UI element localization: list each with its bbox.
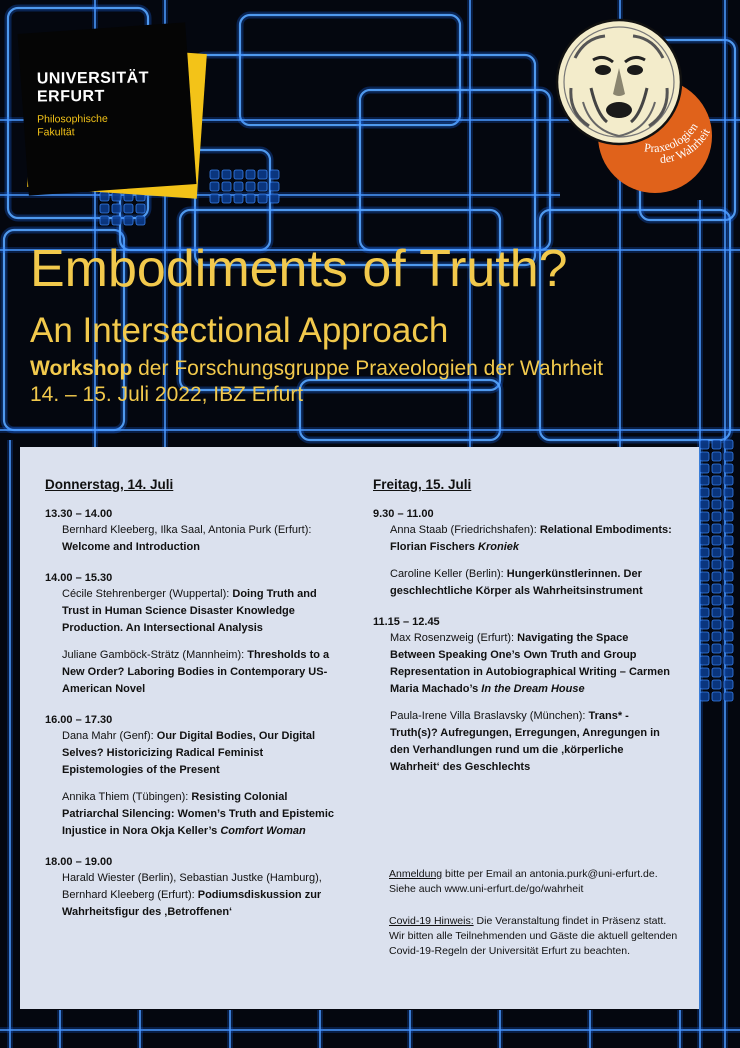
- session-time: 14.00 – 15.30: [45, 572, 113, 584]
- day2-column: [373, 477, 673, 776]
- circuit-trace: [222, 170, 231, 179]
- circuit-trace: [724, 608, 733, 617]
- circuit-trace: [712, 608, 721, 617]
- circuit-trace: [724, 524, 733, 533]
- talk-entry: [390, 708, 673, 776]
- circuit-trace: [700, 476, 709, 485]
- talk-speakers: Anna Staab (Friedrichshafen):: [390, 524, 540, 536]
- logo-faculty-line1: Philosophische: [37, 112, 108, 126]
- workshop-description: der Forschungsgruppe Praxeologien der Wahrheit: [132, 357, 604, 380]
- circuit-trace: [700, 512, 709, 521]
- circuit-trace: [234, 182, 243, 191]
- talk-title: Navigating the Space Between Speaking One’s Own Truth and Group Representation in Autobiographical Writing – Carmen Maria Machado’s: [390, 632, 670, 695]
- circuit-trace: [700, 644, 709, 653]
- circuit-trace: [712, 512, 721, 521]
- talk-entry: [62, 586, 345, 637]
- circuit-trace: [700, 452, 709, 461]
- circuit-trace: [724, 692, 733, 701]
- circuit-trace: [712, 548, 721, 557]
- talk-entry: [390, 522, 673, 556]
- session-time: 13.30 – 14.00: [45, 508, 113, 520]
- covid-note: [389, 914, 679, 959]
- main-title: Embodiments of Truth?: [30, 240, 568, 298]
- circuit-trace: [246, 170, 255, 179]
- circuit-trace: [270, 182, 279, 191]
- talk-speakers: Paula-Irene Villa Braslavsky (München):: [390, 710, 589, 722]
- circuit-trace: [700, 656, 709, 665]
- circuit-trace: [240, 15, 460, 125]
- circuit-trace: [712, 656, 721, 665]
- circuit-trace: [712, 524, 721, 533]
- circuit-trace: [234, 194, 243, 203]
- circuit-trace: [712, 644, 721, 653]
- talk-title: Doing Truth and Trust in Human Science Disaster Knowledge Production. An Intersectional Analysis: [62, 588, 317, 634]
- circuit-trace: [712, 464, 721, 473]
- circuit-trace: [724, 680, 733, 689]
- circuit-trace: [270, 194, 279, 203]
- logo-faculty-line2: Fakultät: [37, 126, 75, 139]
- circuit-trace: [246, 182, 255, 191]
- seal-label-line2: der Wahrheit: [659, 125, 713, 167]
- circuit-trace: [700, 584, 709, 593]
- circuit-trace: [724, 500, 733, 509]
- covid-text: Die Veranstaltung findet in Präsenz statt. Wir bitten alle Teilnehmenden und Gäste die aktuell geltenden Covid-19-Regeln der Universität Erfurt zu beachten.: [389, 915, 678, 957]
- circuit-trace: [210, 170, 219, 179]
- circuit-trace: [712, 584, 721, 593]
- circuit-trace: [724, 476, 733, 485]
- registration-text[interactable]: bitte per Email an antonia.purk@uni-erfurt.de. Siehe auch www.uni-erfurt.de/go/wahrheit: [389, 868, 658, 895]
- workshop-line: [30, 356, 720, 382]
- talk-title: Welcome and Introduction: [62, 541, 200, 553]
- circuit-trace: [712, 560, 721, 569]
- circuit-trace: [712, 680, 721, 689]
- circuit-trace: [258, 194, 267, 203]
- talk-title-italic: In the Dream House: [481, 683, 585, 695]
- day2-heading: Freitag, 15. Juli: [373, 477, 472, 492]
- circuit-trace: [724, 536, 733, 545]
- circuit-trace: [712, 476, 721, 485]
- circuit-trace: [360, 90, 550, 250]
- talk-speakers: Max Rosenzweig (Erfurt):: [390, 632, 518, 644]
- day1-heading: Donnerstag, 14. Juli: [45, 477, 174, 492]
- circuit-trace: [270, 170, 279, 179]
- program-panel: [20, 447, 699, 1009]
- circuit-trace: [124, 216, 133, 225]
- talk-speakers: Juliane Gamböck-Strätz (Mannheim):: [62, 649, 248, 661]
- circuit-trace: [124, 204, 133, 213]
- talk-entry: [62, 647, 345, 698]
- circuit-trace: [700, 668, 709, 677]
- circuit-trace: [112, 216, 121, 225]
- circuit-trace: [700, 620, 709, 629]
- research-group-seal: [555, 18, 715, 200]
- circuit-trace: [712, 536, 721, 545]
- talk-title-italic: Kroniek: [478, 541, 519, 553]
- circuit-trace: [724, 584, 733, 593]
- circuit-trace: [112, 204, 121, 213]
- talk-title: Our Digital Bodies, Our Digital Selves? Historicizing Radical Feminist Epistemologies of the Present: [62, 730, 316, 776]
- session-time: 16.00 – 17.30: [45, 714, 113, 726]
- circuit-trace: [700, 560, 709, 569]
- circuit-trace: [724, 668, 733, 677]
- circuit-trace: [724, 548, 733, 557]
- talk-entry: [62, 522, 345, 556]
- talk-speakers: Bernhard Kleeberg, Ilka Saal, Antonia Purk (Erfurt):: [62, 524, 312, 536]
- circuit-trace: [724, 560, 733, 569]
- circuit-trace: [724, 452, 733, 461]
- circuit-trace: [724, 632, 733, 641]
- circuit-trace: [724, 440, 733, 449]
- circuit-trace: [136, 204, 145, 213]
- session-time: 18.00 – 19.00: [45, 856, 113, 868]
- day1-column: [45, 477, 345, 921]
- circuit-trace: [100, 216, 109, 225]
- circuit-trace: [724, 656, 733, 665]
- talk-title: Podiumsdiskussion zur Wahrheitsfigur des ‚Betroffenen‘: [62, 889, 322, 918]
- talk-title: Thresholds to a New Order? Laboring Bodies in Contemporary US-American Novel: [62, 649, 330, 695]
- talk-speakers: Dana Mahr (Genf):: [62, 730, 157, 742]
- circuit-trace: [724, 644, 733, 653]
- talk-entry: [62, 870, 345, 921]
- talk-title: Hungerkünstlerinnen. Der geschlechtliche Körper als Wahrheitsinstrument: [390, 568, 643, 597]
- talk-entry: [62, 728, 345, 779]
- circuit-trace: [724, 488, 733, 497]
- circuit-trace: [700, 692, 709, 701]
- logo-city: ERFURT: [36, 87, 105, 106]
- logo-text: [37, 70, 150, 140]
- title-block: [30, 238, 720, 408]
- circuit-trace: [712, 596, 721, 605]
- talk-entry: [62, 789, 345, 840]
- circuit-trace: [210, 194, 219, 203]
- circuit-trace: [222, 194, 231, 203]
- talk-title: Relational Embodiments: Florian Fischers: [390, 524, 672, 553]
- talk-title: Trans* - Truth(s)? Aufregungen, Erregungen, Anregungen in den Verhandlungen rund um die ‚körperliche Wahrheit‘ des Geschlechts: [390, 710, 660, 773]
- circuit-trace: [700, 500, 709, 509]
- circuit-trace: [700, 572, 709, 581]
- seal-label-line1: Praxeologien: [643, 120, 701, 156]
- circuit-trace: [240, 15, 460, 125]
- circuit-trace: [700, 488, 709, 497]
- talk-speakers: Cécile Stehrenberger (Wuppertal):: [62, 588, 233, 600]
- circuit-trace: [258, 170, 267, 179]
- circuit-trace: [234, 170, 243, 179]
- date-place-line: 14. – 15. Juli 2022, IBZ Erfurt: [30, 383, 304, 406]
- circuit-trace: [724, 512, 733, 521]
- circuit-trace: [246, 194, 255, 203]
- circuit-trace: [136, 216, 145, 225]
- circuit-trace: [724, 572, 733, 581]
- circuit-trace: [700, 524, 709, 533]
- workshop-word: Workshop: [30, 357, 133, 380]
- circuit-trace: [712, 620, 721, 629]
- circuit-trace: [222, 182, 231, 191]
- talk-speakers: Harald Wiester (Berlin), Sebastian Justke (Hamburg), Bernhard Kleeberg (Erfurt):: [62, 872, 322, 901]
- circuit-trace: [360, 90, 550, 250]
- circuit-trace: [700, 680, 709, 689]
- circuit-trace: [724, 620, 733, 629]
- talk-title-italic: Comfort Woman: [220, 825, 306, 837]
- session-time: 9.30 – 11.00: [373, 508, 434, 520]
- circuit-trace: [724, 596, 733, 605]
- logo-university: UNIVERSITÄT: [36, 69, 150, 88]
- talk-speakers: Annika Thiem (Tübingen):: [62, 791, 192, 803]
- circuit-trace: [700, 596, 709, 605]
- covid-label: Covid-19 Hinweis:: [389, 915, 474, 927]
- university-logo: [20, 26, 210, 196]
- circuit-trace: [700, 536, 709, 545]
- subtitle: An Intersectional Approach: [30, 311, 449, 350]
- circuit-trace: [712, 440, 721, 449]
- registration-label: Anmeldung: [389, 868, 443, 880]
- circuit-trace: [700, 632, 709, 641]
- registration-note: [389, 867, 679, 897]
- circuit-trace: [700, 440, 709, 449]
- circuit-trace: [700, 608, 709, 617]
- circuit-trace: [712, 632, 721, 641]
- session-time: 11.15 – 12.45: [373, 616, 440, 628]
- talk-entry: [390, 566, 673, 600]
- talk-entry: [390, 630, 673, 698]
- talk-title: Resisting Colonial Patriarchal Silencing: Women’s Truth and Epistemic Injustice in Nora Okja Keller’s: [62, 791, 335, 837]
- circuit-trace: [712, 668, 721, 677]
- circuit-trace: [712, 452, 721, 461]
- circuit-trace: [258, 182, 267, 191]
- circuit-trace: [712, 692, 721, 701]
- circuit-trace: [700, 548, 709, 557]
- talk-speakers: Caroline Keller (Berlin):: [390, 568, 507, 580]
- circuit-trace: [712, 572, 721, 581]
- bocca-della-verita-icon: [557, 20, 681, 144]
- circuit-trace: [100, 204, 109, 213]
- circuit-trace: [712, 500, 721, 509]
- circuit-trace: [724, 464, 733, 473]
- circuit-trace: [712, 488, 721, 497]
- circuit-trace: [210, 182, 219, 191]
- circuit-trace: [700, 464, 709, 473]
